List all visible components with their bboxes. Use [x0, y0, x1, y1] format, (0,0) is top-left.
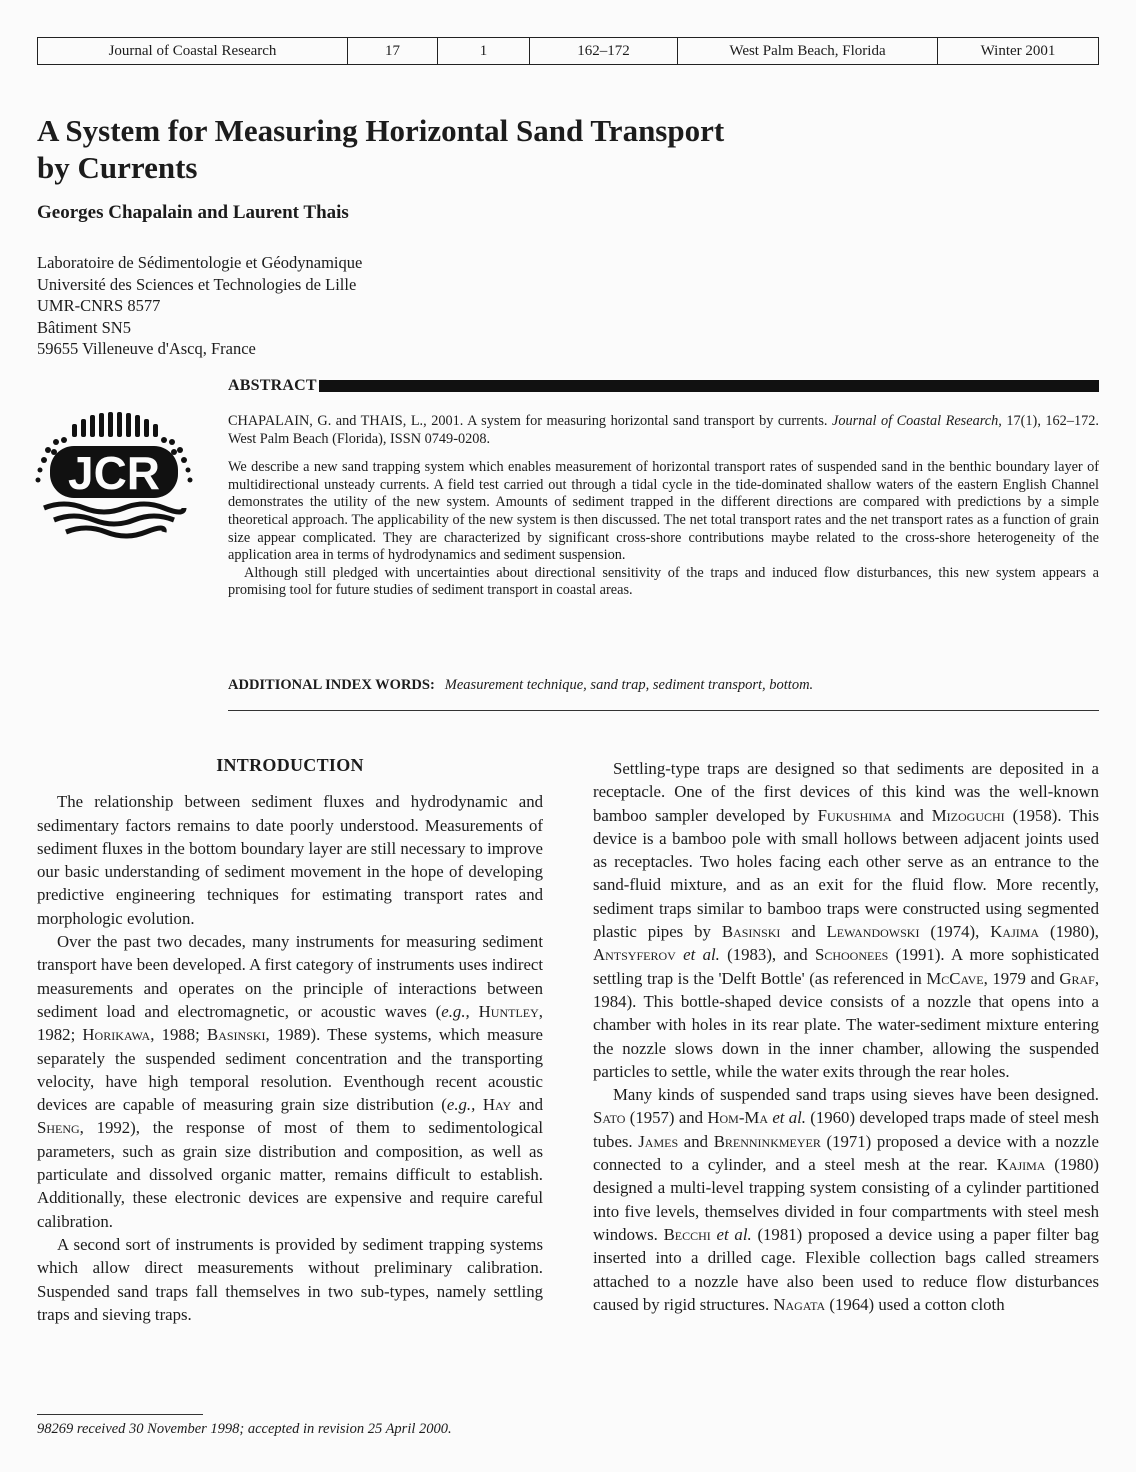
abstract-paragraph: Although still pledged with uncertainties about directional sensitivity of the traps and induced flow disturbances, this new system appears a promising tool for future studies of sediment transport in coastal areas. — [228, 564, 1099, 599]
affiliation-line: Université des Sciences et Technologies de Lille — [37, 274, 357, 294]
abstract-citation — [228, 413, 1099, 448]
paragraph: Settling-type traps are designed so that sediments are deposited in a receptacle. One of the first devices of this kind was the well-known bamboo sampler developed by Fukushima and Mizoguchi (1958). This device is a bamboo pole with small hollows between adjacent joints used as receptacles. Two holes facing each other serve as an entrance to the sand-fluid mixture, and as an exit for the fluid flow. More recently, sediment traps similar to bamboo traps were constructed using segmented plastic pipes by Basinski and Lewandowski (1974), Kajima (1980), Antsyferov et al. (1983), and Schoonees (1991). A more sophisticated settling trap is the 'Delft Bottle' (as referenced in McCave, 1979 and Graf, 1984). This bottle-shaped device consists of a nozzle that opens into a chamber with holes in its rear plate. The water-sediment mixture entering the nozzle slows down in the inner chamber, allowing the suspended particles to settle, while the water exits through the rear holes. — [593, 759, 1100, 1081]
header-season: Winter 2001 — [980, 42, 1056, 59]
right-column — [593, 757, 1099, 1316]
journal-header-table — [37, 37, 1099, 65]
index-words-value: Measurement technique, sand trap, sediment transport, bottom. — [444, 677, 814, 693]
header-journal: Journal of Coastal Research — [38, 38, 348, 64]
index-words — [228, 677, 813, 694]
affiliation — [37, 252, 362, 360]
footnote: 98269 received 30 November 1998; accepted in revision 25 April 2000. — [37, 1421, 452, 1437]
header-location: West Palm Beach, Florida — [678, 38, 938, 64]
abstract-body — [228, 413, 1099, 611]
paragraph: Over the past two decades, many instruments for measuring sediment transport have been developed. A first category of instruments uses indirect measurements and operates on the principle of interactions between sediment load and electromagnetic, or acoustic waves (e.g., Huntley, 1982; Horikawa, 1988; Basinski, 1989). These systems, which measure separately the suspended sediment concentration and the transporting velocity, have high temporal resolution. Eventhough recent acoustic devices are capable of measuring grain size distribution (e.g., Hay and Sheng, 1992), the response of most of them to sedimentological parameters, such as grain size distribution and composition, as well as particulate and dissolved organic matter, remains difficult to establish. Additionally, these electronic devices are expensive and require careful calibration. — [37, 932, 544, 1231]
citation-text: CHAPALAIN, G. and THAIS, L., 2001. A system for measuring horizontal sand transport by currents. — [228, 413, 832, 429]
abstract-heading — [228, 376, 1099, 396]
abstract-divider — [228, 710, 1099, 711]
paragraph: A second sort of instruments is provided by sediment trapping systems which allow direct measurements without preliminary calibration. Suspended sand traps fall themselves in two sub-types, namely settling traps and sieving traps. — [37, 1234, 543, 1324]
paragraph: The relationship between sediment fluxes and hydrodynamic and sedimentary factors remains to date poorly understood. Measurements of sediment fluxes in the bottom boundary layer are still necessary to improve our basic understanding of sediment movement in the hope of developing predictive engineering techniques for estimating transport rates and morphologic evolution. — [37, 792, 543, 928]
affiliation-line: Laboratoire de Sédimentologie et Géodynamique — [37, 253, 363, 272]
left-column — [37, 754, 543, 1326]
affiliation-line: 59655 Villeneuve d'Ascq, France — [37, 339, 256, 358]
jcr-logo-icon — [34, 410, 194, 545]
logo-text: JCR — [67, 447, 161, 499]
paragraph: Many kinds of suspended sand traps using sieves have been designed. Sato (1957) and Hom-Ma et al. (1960) developed traps made of steel mesh tubes. James and Brenninkmeyer (1971) proposed a device with a nozzle connected to a cylinder, and a steel mesh at the rear. Kajima (1980) designed a multi-level trapping system consisting of a cylinder partitioned into five levels, themselves divided in four compartments with steel mesh windows. Becchi et al. (1981) proposed a device using a paper filter bag inserted into a drilled cage. Flexible collection bags called streamers attached to a nozzle have also been used to reduce flow disturbances caused by rigid structures. Nagata (1964) used a cotton cloth — [593, 1085, 1100, 1314]
abstract-label: ABSTRACT — [228, 377, 317, 394]
footnote-rule — [37, 1414, 203, 1415]
header-pages: 162–172 — [530, 38, 678, 64]
header-issue: 1 — [438, 38, 530, 64]
header-volume: 17 — [348, 38, 438, 64]
authors: Georges Chapalain and Laurent Thais — [37, 202, 349, 223]
paper-title: A System for Measuring Horizontal Sand Transport by Currents — [37, 113, 725, 185]
index-words-label: ADDITIONAL INDEX WORDS: — [228, 677, 435, 693]
section-heading: INTRODUCTION — [216, 755, 364, 775]
affiliation-line: UMR-CNRS 8577 — [37, 296, 161, 315]
affiliation-line: Bâtiment SN5 — [37, 317, 131, 337]
citation-journal: Journal of Coastal Research, — [832, 413, 1002, 429]
abstract-bar — [319, 380, 1099, 392]
citation-text: 17(1), 162–172. West Palm Beach (Florida), ISSN 0749-0208. — [228, 413, 1100, 447]
abstract-paragraph: We describe a new sand trapping system which enables measurement of horizontal transport rates of suspended sand in the benthic boundary layer of multidirectional unsteady currents. A field test carried out through a tidal cycle in the tide-dominated shallow waters of the eastern English Channel demonstrates the utility of the new system. Amounts of sediment trapped in the different directions are compared with predictions by a simple theoretical approach. The applicability of the new system is then discussed. The net total transport rates and the net transport rates as a function of grain size appear complicated. They are characterized by significant cross-shore contributions maybe related to the cross-shore heterogeneity of the application area in terms of hydrodynamics and sediment suspension. — [228, 459, 1099, 564]
